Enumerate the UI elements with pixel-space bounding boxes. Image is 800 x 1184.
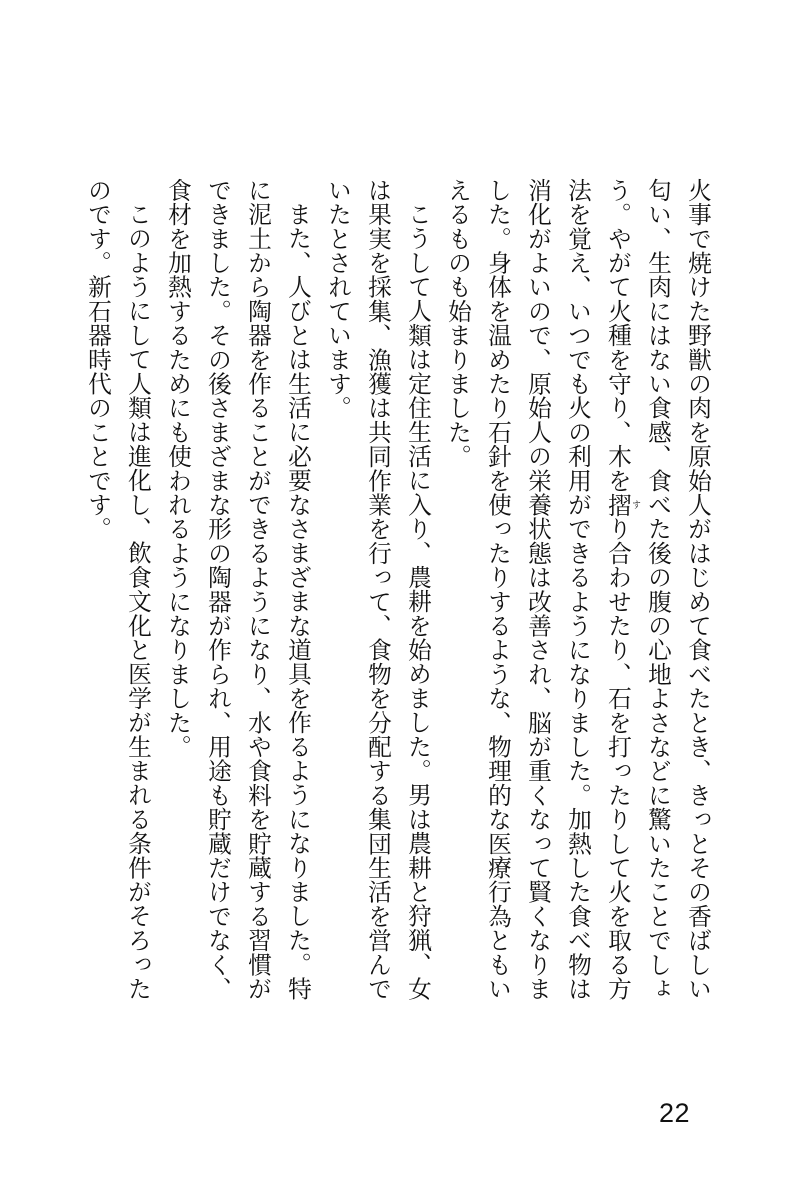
paragraph-1-text-before: 火事で焼けた野獣の肉を原始人がはじめて食べたとき、きっとその香ばしい匂い、生肉にはない食感、食べた後の腹の心地よさなどに驚いたことでしょう。やがて火種を守り、木を: [604, 178, 712, 1001]
ruby-base: 摺: [604, 492, 632, 517]
page-number: 22: [658, 1098, 690, 1128]
ruby-annotated-word: [604, 492, 640, 517]
paragraph-1-text-after: り合わせたり、石を打ったりして火を取る方法を覚え、いつでも火の利用ができるようになりました。加熱した食べ物は消化がよいので、原始人の栄養状態は改善され、脳が重くなって賢くなりました。身体を温めたり石針を使ったりするような、物理的な医療行為ともいえるものも始まりました。: [444, 178, 632, 1001]
vertical-text-body: [84, 178, 718, 1013]
paragraph-pottery: また、人びとは生活に必要なさまざまな道具を作るようになりました。特に泥土から陶器を作ることができるようになり、水や食料を貯蔵する習慣ができました。その後さまざまな形の陶器が作られ、用途も貯蔵だけでなく、食材を加熱するためにも使われるようになりました。: [164, 178, 312, 1001]
paragraph-neolithic: このようにして人類は進化し、飲食文化と医学が生まれる条件がそろったのです。新石器時代のことです。: [84, 178, 152, 1001]
paragraph-settled-life: こうして人類は定住生活に入り、農耕を始めました。男は農耕と狩猟、女は果実を採集、漁獲は共同作業を行って、食物を分配する集団生活を営んでいたとされています。: [324, 178, 432, 1001]
ruby-reading: す: [630, 492, 640, 517]
paragraph-fire-cooking: [438, 178, 718, 1013]
